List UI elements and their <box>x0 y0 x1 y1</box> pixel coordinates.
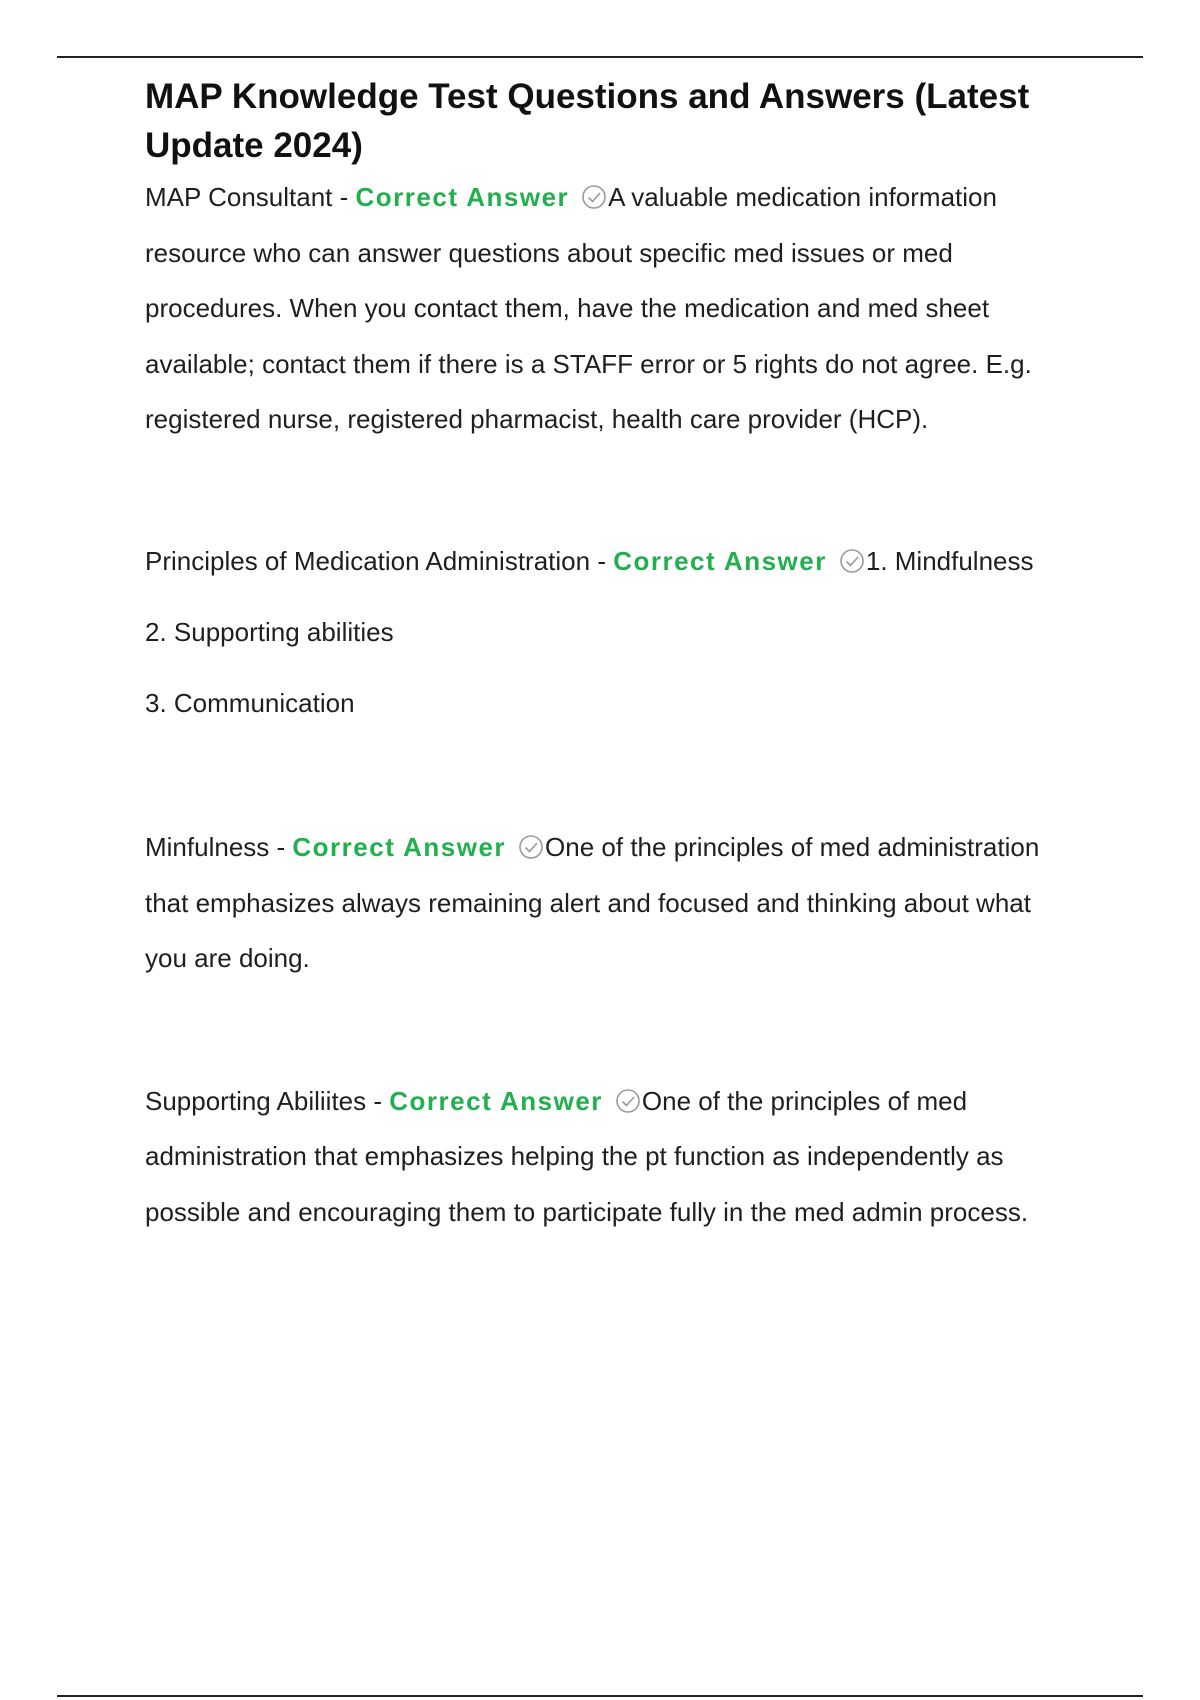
correct-answer-label: Correct Answer <box>292 832 507 862</box>
principle-list-item: 2. Supporting abilities <box>145 617 394 647</box>
check-circle-icon <box>581 184 607 210</box>
top-rule <box>57 56 1143 58</box>
qa-item-map-consultant <box>145 170 1080 448</box>
qa-item-supporting-abilities <box>145 1074 1080 1241</box>
document-title: MAP Knowledge Test Questions and Answers (Latest Update 2024) <box>145 77 1030 165</box>
answer-text: One of the principles of med administration that emphasizes helping the pt function as independently as possible and encouraging them to participate fully in the med admin process. <box>145 1085 1029 1227</box>
correct-answer-label: Correct Answer <box>613 545 827 576</box>
answer-text: A valuable medication information resource who can answer questions about specific med issues or med procedures. When you contact them, have the medication and med sheet available; contact them if there is a STAFF error or 5 rights do not agree. E.g. registered nurse, registered pharmacist, health care provider (HCP). <box>145 182 1032 434</box>
question-term: Supporting Abiliites - <box>145 1085 390 1116</box>
question-term: MAP Consultant - <box>145 182 356 212</box>
bottom-rule <box>57 1695 1143 1697</box>
principle-list-item: 3. Communication <box>145 688 355 718</box>
answer-text: 1. Mindfulness <box>865 545 1034 576</box>
question-term: Minfulness - <box>145 832 293 862</box>
answer-text: One of the principles of med administration that emphasizes always remaining alert and focused and thinking about what you are doing. <box>145 832 1040 973</box>
check-circle-icon <box>839 548 865 574</box>
check-circle-icon <box>615 1088 641 1114</box>
document-body <box>145 72 1080 1240</box>
correct-answer-label: Correct Answer <box>389 1085 603 1116</box>
qa-item-principles <box>145 534 1080 590</box>
check-circle-icon <box>518 834 544 860</box>
question-term: Principles of Medication Administration - <box>145 545 614 576</box>
correct-answer-label: Correct Answer <box>355 182 570 212</box>
qa-item-mindfulness <box>145 820 1080 987</box>
